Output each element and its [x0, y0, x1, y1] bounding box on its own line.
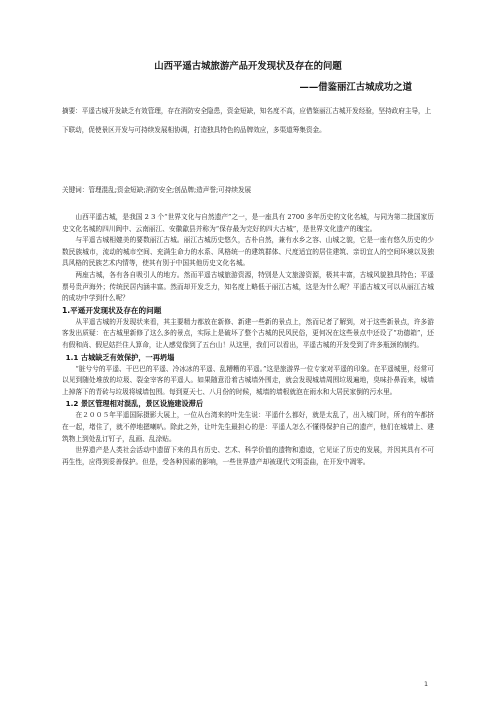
subsection-1-2-text: 在２００５年平遥国际摄影大展上，一位从台湾来的叶先生说：平遥什么都好，就是太乱了，出入城门时，所有的车都挤在一起，堵住了，就不停地摁喇叭。除此之外，让叶先生最担心的是：平遥人怎么不懂得保护自己的遗产，他们在城墙上、建筑物上到处乱订钉子，乱画、乱涂贴。 [62, 411, 434, 443]
document-subtitle: ——借鉴丽江古城成功之道 [299, 82, 412, 93]
intro-paragraph-3: 两座古城，各有各自吸引人的地方。然而平遥古城旅游资源，特别是人文旅游资源，极其丰富，古城风貌独具特色；平遥票号贵声海外；传统民居内涵丰富。然而却开发乏力，知名度上略低于丽江古城，这是为什么呢？平遥古城又可以从丽江古城的成功中学到什么呢？ [62, 270, 434, 303]
body-text [62, 212, 434, 468]
subsection-1-2-heading: 1.2 景区管理相对混乱，景区设施建设滞后 [65, 399, 204, 409]
keywords: 关键词：管理混乱;资金短缺;消防安全;创品牌;造声誉;可持续发展 [62, 186, 252, 194]
intro-paragraph-2: 与平遥古城相媲美的要数丽江古城。丽江古城历史悠久，古朴自然，兼有水乡之容、山城之貌，它是一座有悠久历史的少数民族城市，流动的城市空间、充满生命力的水系、风格统一的建筑群体、尺度适宜的居住建筑、亲切宜人的空间环境以及独具风格的民族艺术内情等，使其有别于中国其他历史文化名城。 [62, 236, 434, 268]
subsection-1-1-heading: 1.1 古城缺乏有效保护，一再坍塌 [65, 352, 175, 362]
closing-paragraph: 世界遗产是人类社会活动中遗留下来的具有历史、艺术、科学价值的遗物和遗迹，它见证了历史的发展，并因其具有不可再生性，应得到妥善保护。但是，受各种因素的影响，一些世界遗产却被现代文明歪曲，在开发中凋零。 [62, 446, 434, 466]
intro-paragraph-1: 山西平遥古城，是我国 2 3 个“世界文化与自然遗产”之一，是一座具有 2700 多年历史的文化名城，与同为第二批国家历史文化名城的四川阆中、云南丽江、安徽歙县并称为“保存最为完好的四大古城”，是世界文化遗产的瑰宝。 [62, 213, 434, 233]
page-number: 1 [424, 680, 429, 688]
subsection-1-1-text: “脏兮兮的平遥、干巴巴的平遥、冷冰冰的平遥、乱糟糟的平遥。”这是旅游界一位专家对平遥的印象。在平遥城里，经常可以见到随处堆放的垃圾、裂金宰客的平遥人。如果随意沿着古城墙外围走，就会发现城墙周围垃圾遍地，臭味扑鼻而来，城墙上掉落下的青砖与垃圾将城墙包围。每到夏天七、八月份的时候，城墙的墙根就泡在雨水和大居民家倒的污水里。 [62, 364, 434, 396]
section-1-heading: 1.平遥开发现状及存在的问题 [62, 305, 162, 315]
section-1-text: 从平遥古城的开发现状来看，其主要精力都放在新修、新建一些新的景点上，然而记者了解到，对于这些新景点，许多游客发出质疑：在古城里新修了这么多的景点，实际上是破坏了整个古城的民风民俗，更何况在这些景点中还设了“功德箱”，还有假和尚、假尼姑拦住人算命，让人感觉像到了五台山！从这里，我们可以看出，平遥古城的开发受到了许多瓶颈的制约。 [62, 317, 434, 349]
document-title: 山西平遥古城旅游产品开发现状及存在的问题 [154, 61, 342, 72]
abstract: 摘要：平遥古城开发缺乏有效管理，存在消防安全隐患，资金短缺，知名度不高，应借鉴丽江古城开发经验，坚持政府主导，上下联动，促使景区开发与可持续发展相协调，打造独具特色的品牌效应，多渠道筹集资金。 [62, 107, 432, 134]
